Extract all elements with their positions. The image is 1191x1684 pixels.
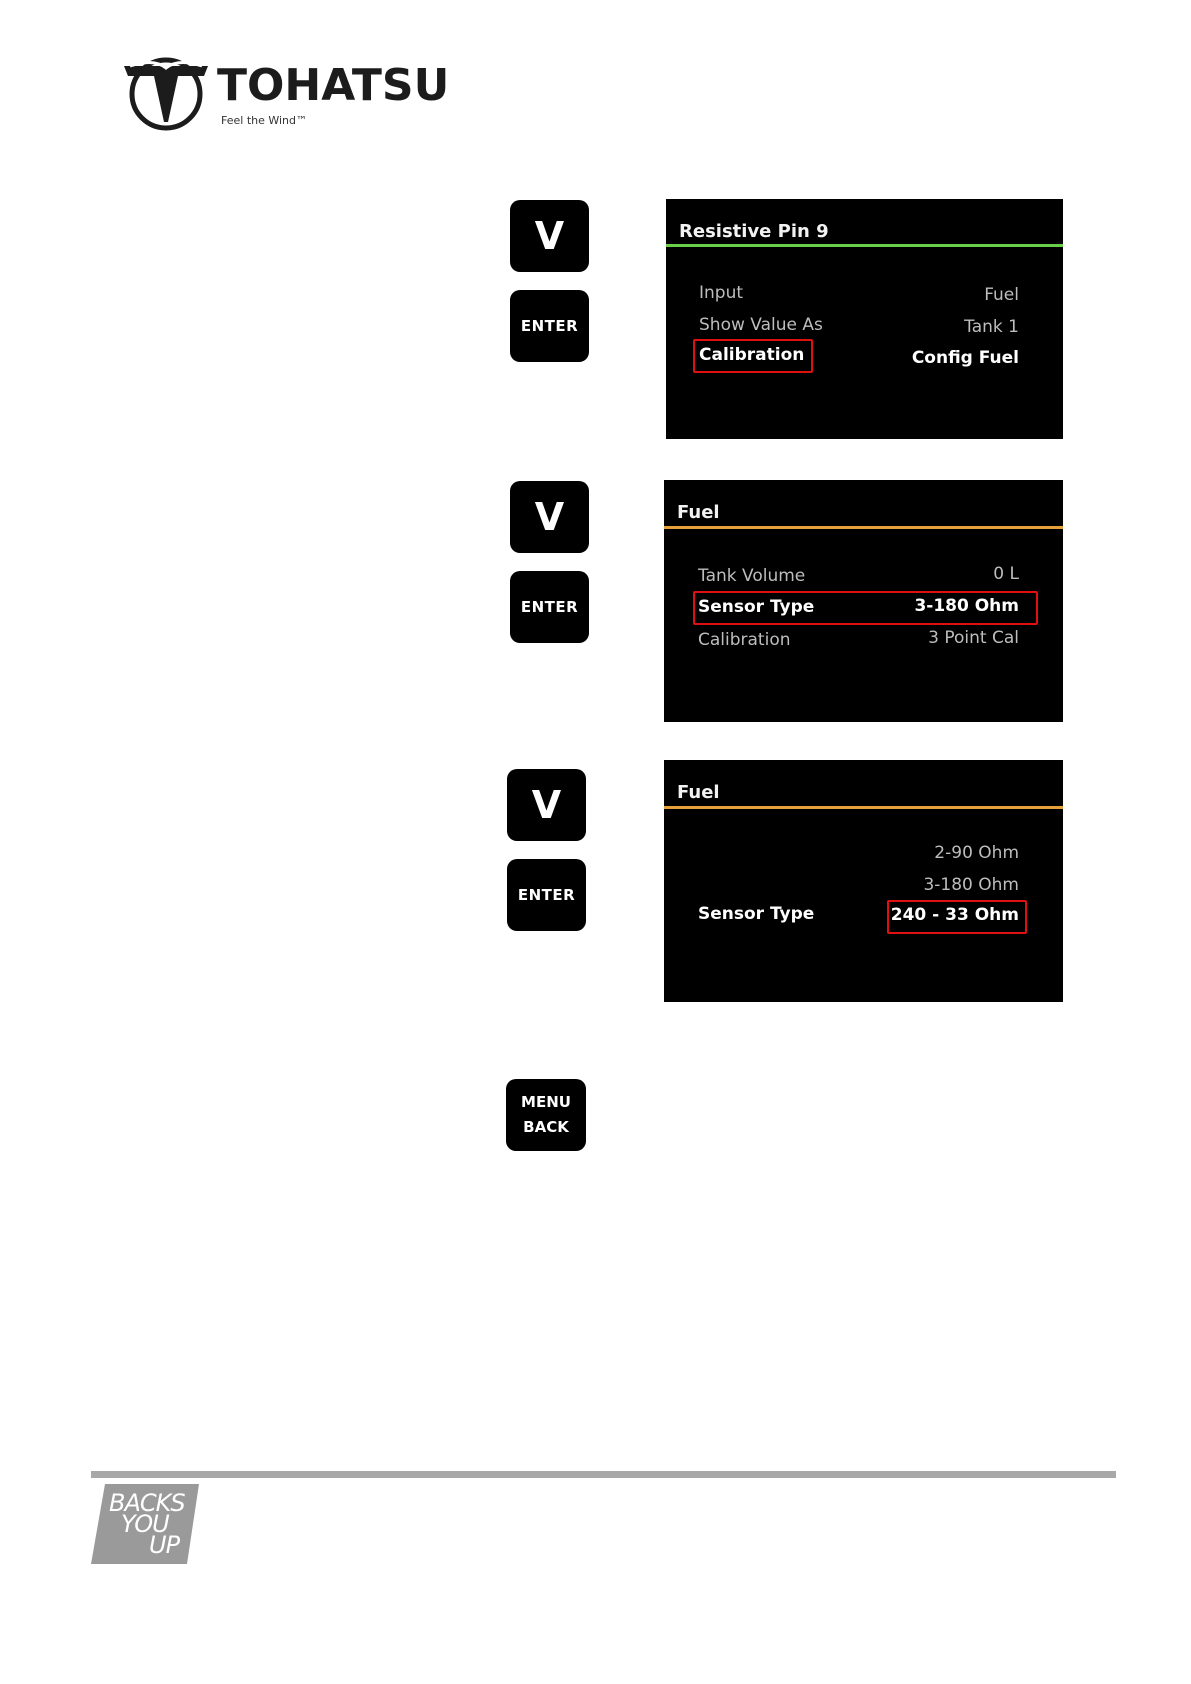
option-2-90-ohm[interactable]: 2-90 Ohm	[934, 843, 1019, 863]
enter-key-label: ENTER	[517, 886, 576, 904]
backs-you-up-badge	[91, 1484, 199, 1564]
row-value-sensor-type: 3-180 Ohm	[914, 596, 1019, 616]
option-240-33-ohm[interactable]: 240 - 33 Ohm	[890, 905, 1019, 925]
badge-word-up: UP	[149, 1531, 180, 1559]
screen-resistive-pin	[666, 199, 1063, 439]
row-label-sensor-type: Sensor Type	[698, 904, 815, 924]
screen-title: Resistive Pin 9	[679, 221, 829, 242]
row-value-input: Fuel	[984, 285, 1019, 305]
row-label-show-value: Show Value As	[699, 315, 823, 335]
row-value-calibration: Config Fuel	[911, 348, 1019, 368]
title-underline	[666, 244, 1063, 247]
tohatsu-emblem-icon	[124, 52, 208, 132]
row-label-calibration: Calibration	[698, 630, 791, 650]
menu-back-key[interactable]	[506, 1079, 586, 1151]
title-underline	[664, 806, 1063, 809]
row-label-sensor-type[interactable]: Sensor Type	[698, 597, 815, 617]
v-key-label: V	[531, 783, 562, 827]
v-key[interactable]	[510, 200, 589, 272]
row-value-show-value: Tank 1	[964, 317, 1019, 337]
screen-fuel-settings	[664, 480, 1063, 722]
enter-key[interactable]	[507, 859, 586, 931]
enter-key-label: ENTER	[520, 317, 579, 335]
v-key-label: V	[534, 495, 565, 539]
brand-tagline: Feel the Wind™	[221, 114, 308, 127]
back-key-label: BACK	[523, 1118, 569, 1136]
footer-rule	[91, 1471, 1116, 1478]
badge-word-you: YOU	[121, 1510, 169, 1538]
row-label-tank-volume: Tank Volume	[698, 566, 806, 586]
screen-title: Fuel	[677, 502, 720, 523]
v-key-label: V	[534, 214, 565, 258]
screen-title: Fuel	[677, 782, 720, 803]
screen-sensor-type-options	[664, 760, 1063, 1002]
title-underline	[664, 526, 1063, 529]
enter-key[interactable]	[510, 571, 589, 643]
brand-name: TOHATSU	[217, 60, 450, 111]
v-key[interactable]	[507, 769, 586, 841]
row-label-input: Input	[699, 283, 744, 303]
row-value-calibration: 3 Point Cal	[928, 628, 1019, 648]
enter-key-label: ENTER	[520, 598, 579, 616]
enter-key[interactable]	[510, 290, 589, 362]
v-key[interactable]	[510, 481, 589, 553]
badge-word-backs: BACKS	[109, 1489, 185, 1517]
row-value-tank-volume: 0 L	[993, 564, 1019, 584]
tohatsu-logo	[124, 52, 450, 132]
menu-key-label: MENU	[521, 1093, 571, 1111]
row-label-calibration[interactable]: Calibration	[699, 345, 805, 365]
option-3-180-ohm[interactable]: 3-180 Ohm	[923, 875, 1019, 895]
